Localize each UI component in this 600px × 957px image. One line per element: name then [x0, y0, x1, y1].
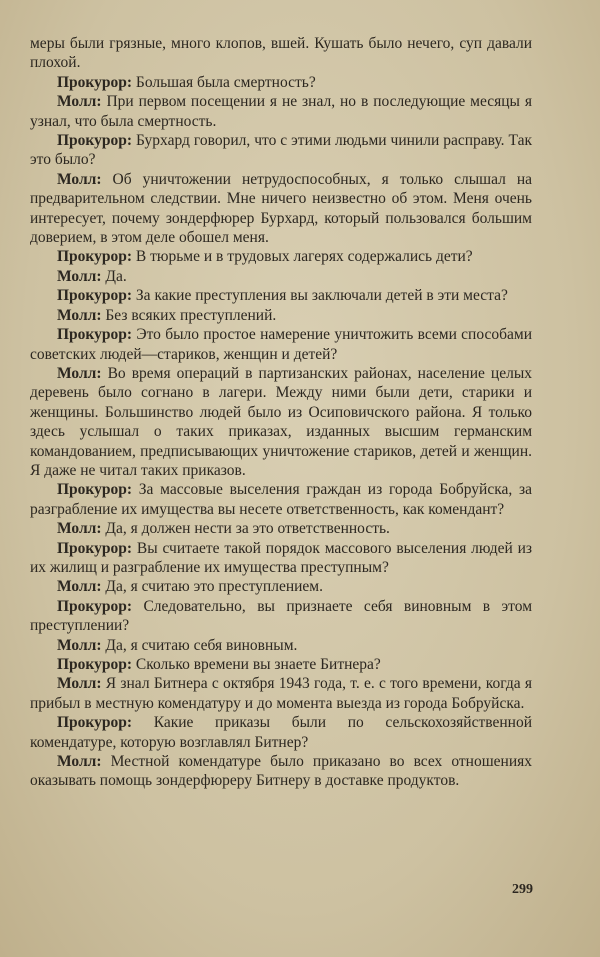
- transcript-paragraph: [30, 636, 532, 655]
- speech-text: Сколько времени вы знаете Битнера?: [135, 656, 381, 673]
- transcript-paragraph: [30, 480, 532, 519]
- speech-text: Об уничтожении нетрудоспособных, я только слышал на предварительном следствии. Мне ничего неизвестно об этом. Меня очень интересует, почему зондерфюрер Бурхард, который пользовался большим доверием, в этом деле обошел меня.: [30, 170, 532, 247]
- speech-text: При первом посещении я не знал, но в последующие месяцы я узнал, что была смертность.: [30, 93, 532, 130]
- speaker-label: Молл:: [57, 93, 102, 111]
- speech-text: Вы считаете такой порядок массового выселения людей из их жилищ и разграбление их имущества преступным?: [30, 539, 533, 576]
- speech-text: Большая была смертность?: [135, 73, 316, 91]
- interrogation-transcript: [30, 34, 532, 791]
- speaker-label: Прокурор:: [57, 656, 133, 673]
- speech-text: В тюрьме и в трудовых лагерях содержались дети?: [135, 248, 473, 266]
- speaker-label: Прокурор:: [57, 248, 133, 266]
- speaker-label: Молл:: [57, 520, 102, 538]
- speech-text: Я знал Битнера с октября 1943 года, т. е. с того времени, когда я прибыл в местную комендатуру и до момента выезда из города Бобруйска.: [30, 675, 532, 712]
- transcript-paragraph: [30, 325, 532, 364]
- speaker-label: Молл:: [57, 170, 102, 188]
- transcript-paragraph: [30, 92, 532, 131]
- speaker-label: Молл:: [57, 578, 102, 596]
- speech-text: Да, я считаю это преступлением.: [105, 578, 323, 596]
- transcript-paragraph: [30, 539, 532, 578]
- transcript-paragraph: [30, 655, 532, 674]
- speaker-label: Молл:: [57, 675, 102, 693]
- speaker-label: Прокурор:: [57, 326, 133, 344]
- transcript-paragraph: [30, 34, 532, 73]
- speech-text: Следовательно, вы признаете себя виновным в этом преступлении?: [30, 597, 532, 635]
- speaker-label: Прокурор:: [57, 132, 133, 150]
- speaker-label: Прокурор:: [57, 73, 133, 91]
- speech-text: Да, я считаю себя виновным.: [105, 636, 298, 654]
- transcript-paragraph: [30, 286, 532, 305]
- speech-text: Это было простое намерение уничтожить всеми способами советских людей—стариков, женщин и детей?: [30, 326, 532, 363]
- speaker-label: Прокурор:: [57, 287, 133, 305]
- transcript-paragraph: [30, 752, 532, 791]
- transcript-paragraph: [30, 247, 532, 266]
- page-number: 299: [512, 882, 533, 897]
- speaker-label: Молл:: [57, 364, 102, 382]
- speech-text: меры были грязные, много клопов, вшей. Кушать было нечего, суп давали плохой.: [30, 35, 532, 72]
- speaker-label: Молл:: [57, 636, 102, 654]
- speech-text: Да, я должен нести за это ответственность.: [105, 520, 390, 538]
- speech-text: Да.: [105, 267, 127, 285]
- speech-text: Во время операций в партизанских районах, население целых деревень было согнано в лагери. Между ними были дети, старики и женщины. Большинство людей было из Осиповичского района. Я только здесь услышал о таких приказах, изданных высшим германским командованием, предписывающих уничтожение стариков, детей и женщин. Я даже не читал таких приказов.: [30, 364, 533, 479]
- speech-text: Какие приказы были по сельскохозяйственной комендатуре, которую возглавлял Битнер?: [30, 714, 532, 751]
- speaker-label: Молл:: [57, 267, 102, 285]
- transcript-paragraph: [30, 267, 532, 286]
- speaker-label: Молл:: [57, 306, 102, 324]
- speech-text: За какие преступления вы заключали детей в эти места?: [135, 287, 508, 305]
- transcript-paragraph: [30, 713, 532, 752]
- transcript-paragraph: [30, 364, 532, 480]
- transcript-paragraph: [30, 306, 532, 325]
- transcript-paragraph: [30, 73, 532, 92]
- speaker-label: Прокурор:: [57, 539, 133, 557]
- speech-text: За массовые выселения граждан из города Бобруйска, за разграбление их имущества вы несете ответственность, как комендант?: [30, 481, 533, 518]
- speech-text: Местной комендатуре было приказано во всех отношениях оказывать помощь зондерфюреру Битнеру в доставке продуктов.: [30, 753, 533, 790]
- speaker-label: Прокурор:: [57, 481, 133, 499]
- transcript-paragraph: [30, 674, 532, 713]
- transcript-paragraph: [30, 170, 532, 248]
- speaker-label: Молл:: [57, 753, 102, 771]
- speaker-label: Прокурор:: [57, 597, 133, 615]
- transcript-paragraph: [30, 597, 532, 636]
- speech-text: Без всяких преступлений.: [105, 306, 277, 324]
- speaker-label: Прокурор:: [57, 714, 133, 732]
- transcript-paragraph: [30, 577, 532, 596]
- transcript-paragraph: [30, 519, 532, 538]
- speech-text: Бурхард говорил, что с этими людьми чинили расправу. Так это было?: [30, 132, 532, 169]
- transcript-paragraph: [30, 131, 532, 170]
